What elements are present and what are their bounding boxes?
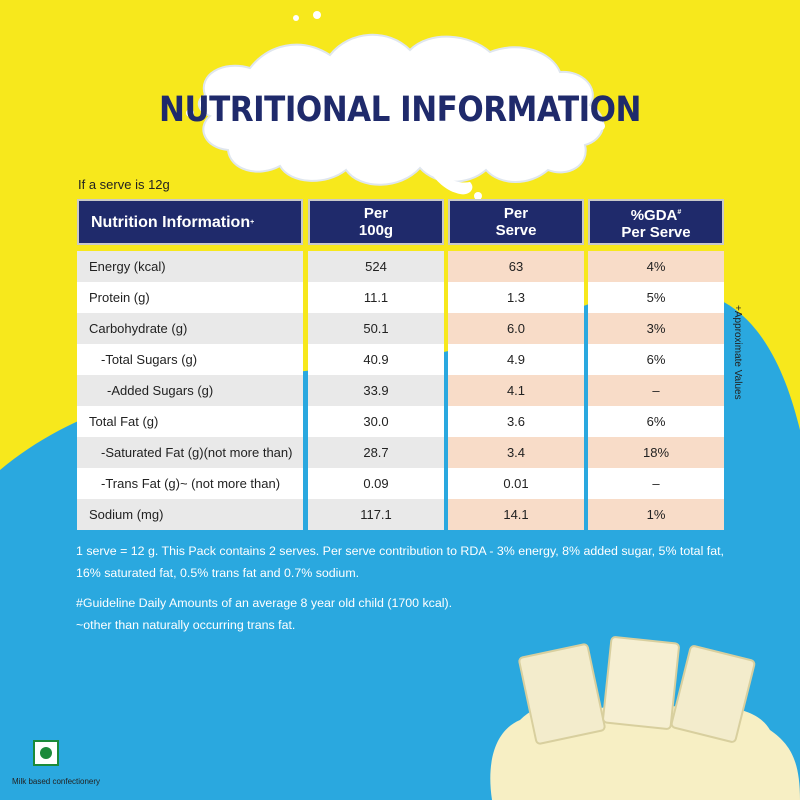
gda-mark: # [677,208,682,216]
table-cell-name: -Added Sugars (g) [77,375,303,406]
table-cell-gda: 6% [588,344,724,375]
table-cell-gda: 6% [588,406,724,437]
header-per100-line2: 100g [358,222,394,239]
table-cell-name: Energy (kcal) [77,251,303,282]
table-cell-name: -Total Sugars (g) [77,344,303,375]
table-cell-gda: – [588,468,724,499]
table-cell-gda: 1% [588,499,724,530]
table-cell-per100: 30.0 [308,406,444,437]
table-cell-per100: 11.1 [308,282,444,313]
table-cell-per100: 33.9 [308,375,444,406]
header-gda-per-serve [588,199,724,245]
table-cell-gda: 5% [588,282,724,313]
approximate-values-note: +Approximate Values [732,305,743,400]
table-cell-serve: 6.0 [448,313,584,344]
header-per100-line1: Per [363,205,389,222]
milk-droplet [293,15,299,21]
footnote-gda-definition: #Guideline Daily Amounts of an average 8 year old child (1700 kcal). [76,596,453,610]
header-perserve-line1: Per [503,205,529,222]
header-per-serve [448,199,584,245]
header-per-100g [308,199,444,245]
table-cell-name: -Trans Fat (g)~ (not more than) [77,468,303,499]
table-cell-gda: 18% [588,437,724,468]
milk-droplet [313,11,321,19]
table-cell-serve: 4.1 [448,375,584,406]
table-cell-name: Carbohydrate (g) [77,313,303,344]
table-cell-serve: 3.4 [448,437,584,468]
table-cell-per100: 0.09 [308,468,444,499]
product-category-label: Milk based confectionery [12,777,101,786]
table-cell-per100: 117.1 [308,499,444,530]
table-cell-serve: 4.9 [448,344,584,375]
table-cell-name: Protein (g) [77,282,303,313]
veg-symbol-icon [33,740,59,766]
table-cell-gda: 4% [588,251,724,282]
footnote-serve-contribution: 1 serve = 12 g. This Pack contains 2 serves. Per serve contribution to RDA - 3% energy, 8% added sugar, 5% total fat, 16% saturated fat, 0.5% trans fat and 0.7% sodium. [76,544,724,580]
approx-mark: + [250,218,255,226]
footnotes [76,540,736,636]
table-cell-serve: 14.1 [448,499,584,530]
header-perserve-line2: Serve [495,222,537,239]
footnote-trans-fat: ~other than naturally occurring trans fat. [76,618,296,632]
table-cell-per100: 524 [308,251,444,282]
table-cell-serve: 0.01 [448,468,584,499]
table-cell-per100: 50.1 [308,313,444,344]
header-gda-line2: Per Serve [621,223,691,241]
header-nutrition-information [77,199,303,245]
table-cell-name: Sodium (mg) [77,499,303,530]
table-cell-per100: 40.9 [308,344,444,375]
page-title: NUTRITIONAL INFORMATION [159,89,641,131]
table-cell-gda: – [588,375,724,406]
header-gda-line1: %GDA [630,206,678,224]
table-cell-serve: 3.6 [448,406,584,437]
header-nutrition-label: Nutrition Information [91,213,251,231]
table-cell-per100: 28.7 [308,437,444,468]
table-cell-gda: 3% [588,313,724,344]
table-cell-name: -Saturated Fat (g)(not more than) [77,437,303,468]
table-cell-serve: 63 [448,251,584,282]
table-cell-serve: 1.3 [448,282,584,313]
serve-size-note: If a serve is 12g [78,177,170,192]
table-cell-name: Total Fat (g) [77,406,303,437]
